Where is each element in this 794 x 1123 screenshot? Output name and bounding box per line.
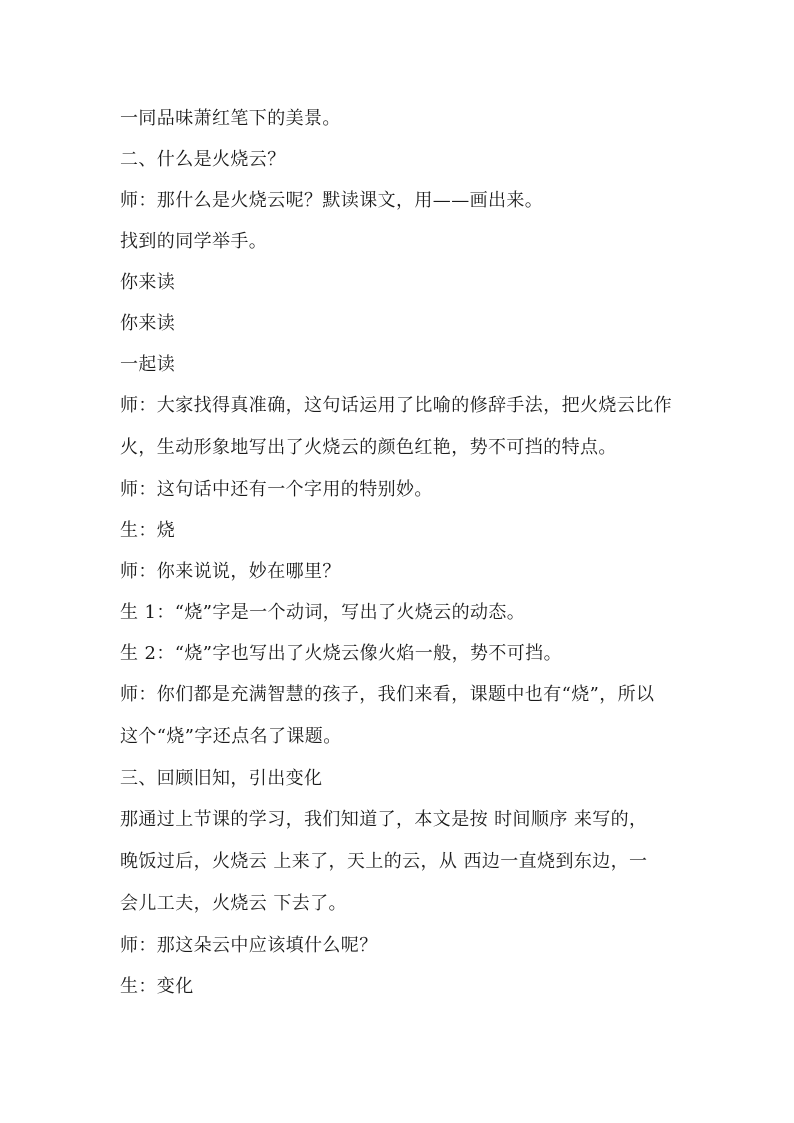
text-line: 找到的同学举手。: [120, 231, 268, 252]
paragraph-wisdom: [120, 674, 690, 758]
paragraph-metaphor: [120, 385, 690, 469]
text-line: 一起读: [120, 354, 176, 375]
text-line: 生：烧: [120, 520, 176, 541]
section-heading: 三、回顾旧知，引出变化: [120, 768, 323, 789]
text-line: 师：这句话中还有一个字用的特别妙。: [120, 479, 433, 500]
text-line: 你来读: [120, 272, 176, 293]
paragraph-line: 晚饭过后，火烧云 上来了，天上的云，从 西边一直烧到东边，一: [120, 851, 648, 872]
text-line: 一同品味萧红笔下的美景。: [120, 108, 341, 129]
text-line: 师：你来说说，妙在哪里？: [120, 561, 341, 582]
paragraph-line: 火，生动形象地写出了火烧云的颜色红艳，势不可挡的特点。: [120, 437, 617, 458]
paragraph-line: 这个“烧”字还点名了课题。: [120, 726, 342, 747]
text-line: 生：变化: [120, 976, 194, 997]
paragraph-line: 师：你们都是充满智慧的孩子，我们来看，课题中也有“烧”，所以: [120, 684, 655, 705]
text-line: 生 1：“烧”字是一个动词，写出了火烧云的动态。: [120, 602, 526, 623]
paragraph-line: 会儿工夫，火烧云 下去了。: [120, 893, 347, 914]
section-heading: 二、什么是火烧云？: [120, 149, 286, 170]
text-line: 师：那什么是火烧云呢？默读课文，用——画出来。: [120, 190, 544, 211]
text-line: 师：那这朵云中应该填什么呢？: [120, 935, 378, 956]
paragraph-line: 师：大家找得真准确，这句话运用了比喻的修辞手法，把火烧云比作: [120, 395, 672, 416]
text-line: 生 2：“烧”字也写出了火烧云像火焰一般，势不可挡。: [120, 643, 562, 664]
paragraph-review: [120, 799, 690, 925]
paragraph-line: 那通过上节课的学习，我们知道了，本文是按 时间顺序 来写的，: [120, 809, 648, 830]
text-line: 你来读: [120, 313, 176, 334]
document-body: [120, 98, 690, 1007]
